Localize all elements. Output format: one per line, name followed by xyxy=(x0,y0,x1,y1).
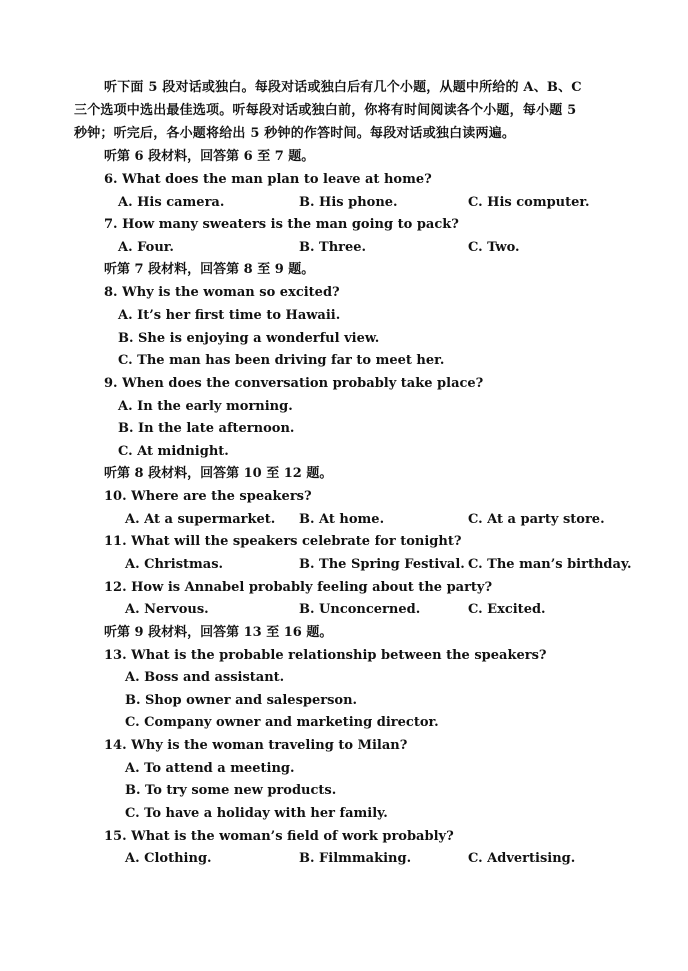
option-a: A. Christmas. xyxy=(125,557,224,572)
section-heading: 听第 6 段材料，回答第 6 至 7 题。 xyxy=(104,149,315,164)
option-c: C. Excited. xyxy=(468,602,546,617)
option-a: A. Four. xyxy=(118,240,174,255)
option-a: A. Boss and assistant. xyxy=(125,670,285,685)
option-b: B. To try some new products. xyxy=(125,783,337,798)
option-b: B. She is enjoying a wonderful view. xyxy=(118,331,380,346)
option-c: C. At a party store. xyxy=(468,512,605,527)
question-stem: 6. What does the man plan to leave at home? xyxy=(104,172,432,187)
option-b: B. Three. xyxy=(299,240,367,255)
option-c: C. To have a holiday with her family. xyxy=(125,806,388,821)
section-heading: 听第 7 段材料，回答第 8 至 9 题。 xyxy=(104,262,315,277)
question-stem: 13. What is the probable relationship between the speakers? xyxy=(104,648,547,663)
instructions-line: 秒钟；听完后，各小题将给出 5 秒钟的作答时间。每段对话或独白读两遍。 xyxy=(74,126,516,141)
option-a: A. Clothing. xyxy=(125,851,212,866)
question-stem: 10. Where are the speakers? xyxy=(104,489,312,504)
section-heading: 听第 9 段材料，回答第 13 至 16 题。 xyxy=(104,625,333,640)
option-a: A. Nervous. xyxy=(125,602,209,617)
option-c: C. At midnight. xyxy=(118,444,229,459)
option-b: B. In the late afternoon. xyxy=(118,421,295,436)
option-c: C. Company owner and marketing director. xyxy=(125,715,439,730)
question-stem: 9. When does the conversation probably take place? xyxy=(104,376,484,391)
question-stem: 7. How many sweaters is the man going to pack? xyxy=(104,217,459,232)
option-b: B. At home. xyxy=(299,512,385,527)
option-c: C. The man has been driving far to meet her. xyxy=(118,353,445,368)
instructions-line: 三个选项中选出最佳选项。听每段对话或独白前，你将有时间阅读各个小题，每小题 5 xyxy=(74,103,577,118)
option-a: A. His camera. xyxy=(118,195,225,210)
question-stem: 8. Why is the woman so excited? xyxy=(104,285,340,300)
option-b: B. Unconcerned. xyxy=(299,602,421,617)
option-a: A. It’s her first time to Hawaii. xyxy=(118,308,341,323)
question-stem: 15. What is the woman’s field of work probably? xyxy=(104,829,454,844)
question-stem: 14. Why is the woman traveling to Milan? xyxy=(104,738,408,753)
option-b: B. The Spring Festival. xyxy=(299,557,465,572)
option-c: C. Two. xyxy=(468,240,520,255)
option-b: B. Shop owner and salesperson. xyxy=(125,693,358,708)
option-a: A. At a supermarket. xyxy=(125,512,276,527)
option-b: B. Filmmaking. xyxy=(299,851,412,866)
question-stem: 11. What will the speakers celebrate for tonight? xyxy=(104,534,462,549)
instructions-line: 听下面 5 段对话或独白。每段对话或独白后有几个小题，从题中所给的 A、B、C xyxy=(104,80,582,95)
option-c: C. Advertising. xyxy=(468,851,576,866)
option-c: C. His computer. xyxy=(468,195,590,210)
option-a: A. To attend a meeting. xyxy=(125,761,295,776)
option-c: C. The man’s birthday. xyxy=(468,557,632,572)
section-heading: 听第 8 段材料，回答第 10 至 12 题。 xyxy=(104,466,333,481)
option-a: A. In the early morning. xyxy=(118,399,293,414)
option-b: B. His phone. xyxy=(299,195,398,210)
question-stem: 12. How is Annabel probably feeling about the party? xyxy=(104,580,493,595)
instructions xyxy=(74,76,604,145)
